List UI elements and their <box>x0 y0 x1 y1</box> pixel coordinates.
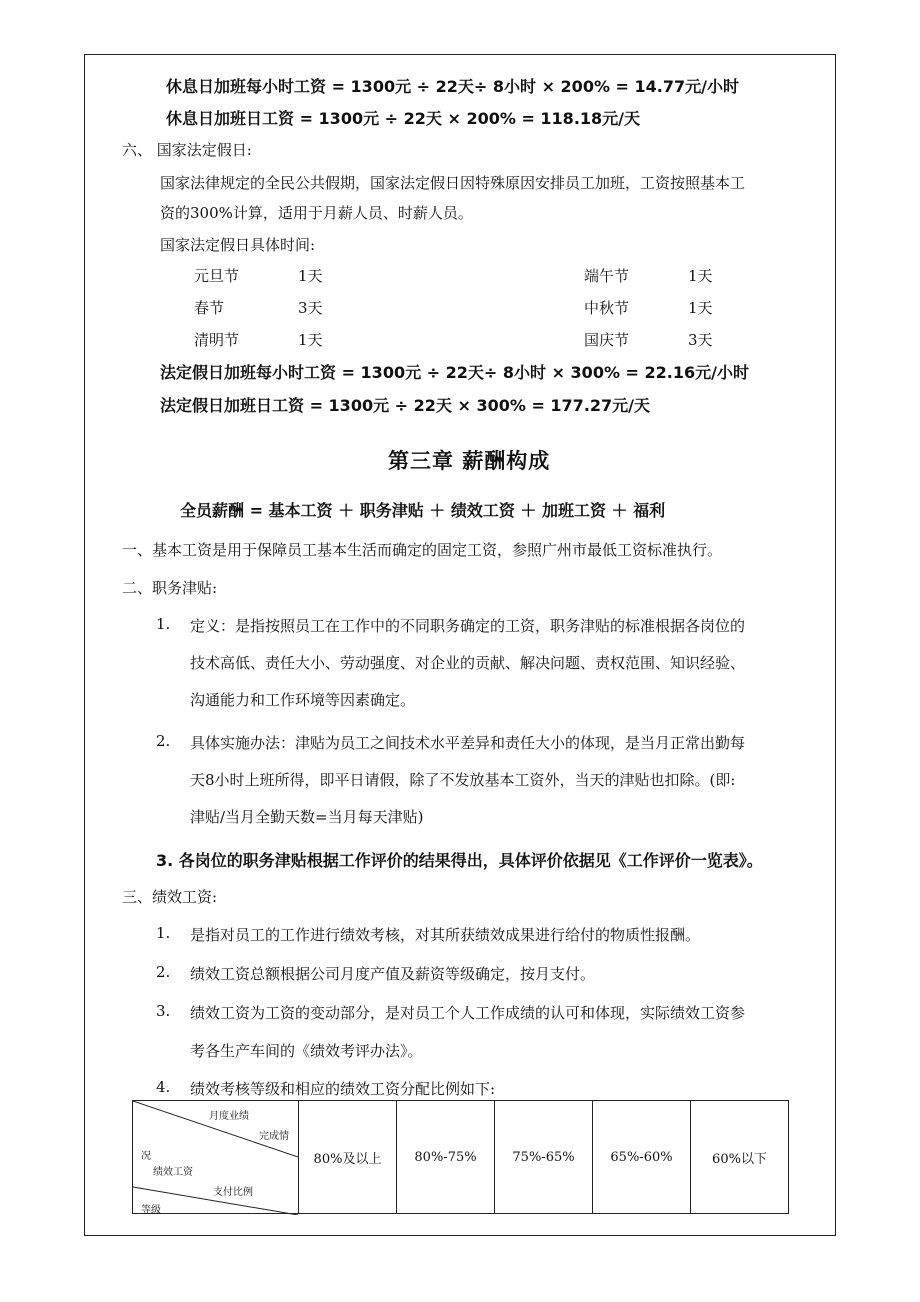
list-number: 1. <box>156 924 171 942</box>
holiday-days: 1天 <box>688 299 713 317</box>
table-row <box>133 1101 789 1214</box>
table-cell: 80%及以上 <box>299 1101 397 1214</box>
holiday-name: 元旦节 <box>194 267 240 285</box>
holiday-days: 3天 <box>298 299 323 317</box>
holidays-heading: 国家法定假日具体时间: <box>160 236 316 254</box>
diagonal-header-cell <box>133 1101 299 1214</box>
holiday-name: 清明节 <box>194 331 240 349</box>
item2-p1-line3: 沟通能力和工作环境等因素确定。 <box>190 691 416 709</box>
diag-label-pay-ratio: 支付比例 <box>213 1187 253 1198</box>
item2-p1-line1: 定义：是指按照员工在工作中的不同职务确定的工资，职务津贴的标准根据各岗位的 <box>190 617 746 635</box>
item3-heading: 三、绩效工资: <box>122 888 218 906</box>
diag-label-grade: 等级 <box>141 1205 161 1216</box>
table-cell: 60%以下 <box>691 1101 789 1214</box>
item1-basic-wage: 一、基本工资是用于保障员工基本生活而确定的固定工资，参照广州市最低工资标准执行。 <box>122 541 723 559</box>
section6-paragraph-line2: 资的300%计算，适用于月薪人员、时薪人员。 <box>160 204 473 222</box>
table-cell: 65%-60% <box>593 1101 691 1214</box>
holiday-days: 1天 <box>298 331 323 349</box>
item3-p1: 是指对员工的工作进行绩效考核，对其所获绩效成果进行给付的物质性报酬。 <box>190 926 701 944</box>
salary-formula: 全员薪酬 = 基本工资 ＋ 职务津贴 ＋ 绩效工资 ＋ 加班工资 ＋ 福利 <box>180 501 666 520</box>
performance-ratio-table <box>132 1100 789 1214</box>
chapter-title: 第三章 薪酬构成 <box>388 449 551 473</box>
section6-heading: 六、 国家法定假日: <box>122 141 252 159</box>
diag-label-perf-wage: 绩效工资 <box>153 1167 193 1178</box>
list-number: 1. <box>156 615 171 633</box>
item2-p1-line2: 技术高低、责任大小、劳动强度、对企业的贡献、解决问题、责权范围、知识经验、 <box>190 654 746 672</box>
item2-p3-bold: 3. 各岗位的职务津贴根据工作评价的结果得出，具体评价依据见《工作评价一览表》。 <box>156 851 763 870</box>
item2-p2-line2: 天8小时上班所得，即平日请假，除了不发放基本工资外，当天的津贴也扣除。(即: <box>190 771 736 789</box>
holiday-days: 1天 <box>688 267 713 285</box>
list-number: 2. <box>156 963 171 981</box>
holiday-days: 1天 <box>298 267 323 285</box>
section6-paragraph-line1: 国家法律规定的全民公共假期，国家法定假日因特殊原因安排员工加班，工资按照基本工 <box>160 174 746 192</box>
item3-p2: 绩效工资总额根据公司月度产值及薪资等级确定，按月支付。 <box>190 965 596 983</box>
diag-label-complete: 完成情 <box>259 1131 289 1142</box>
holiday-daily-formula: 法定假日加班日工资 = 1300元 ÷ 22天 × 300% = 177.27元/天 <box>160 396 651 415</box>
list-number: 2. <box>156 732 171 750</box>
holiday-name: 春节 <box>194 299 225 317</box>
holiday-name: 国庆节 <box>584 331 630 349</box>
table-cell: 75%-65% <box>495 1101 593 1214</box>
rest-day-hourly-formula: 休息日加班每小时工资 = 1300元 ÷ 22天÷ 8小时 × 200% = 14.77元/小时 <box>166 77 739 96</box>
rest-day-daily-formula: 休息日加班日工资 = 1300元 ÷ 22天 × 200% = 118.18元/天 <box>166 109 641 128</box>
list-number: 4. <box>156 1078 171 1096</box>
table-cell: 80%-75% <box>397 1101 495 1214</box>
item2-p2-line1: 具体实施办法：津贴为员工之间技术水平差异和责任大小的体现，是当月正常出勤每 <box>190 734 746 752</box>
item3-p3-line1: 绩效工资为工资的变动部分，是对员工个人工作成绩的认可和体现，实际绩效工资参 <box>190 1004 746 1022</box>
holiday-days: 3天 <box>688 331 713 349</box>
diag-label-monthly: 月度业绩 <box>209 1111 249 1122</box>
item3-p4: 绩效考核等级和相应的绩效工资分配比例如下: <box>190 1080 496 1098</box>
item2-p2-line3: 津贴/当月全勤天数=当月每天津贴) <box>190 808 424 826</box>
diag-label-status: 况 <box>141 1151 151 1162</box>
holiday-name: 中秋节 <box>584 299 630 317</box>
holiday-hourly-formula: 法定假日加班每小时工资 = 1300元 ÷ 22天÷ 8小时 × 300% = 22.16元/小时 <box>160 363 749 382</box>
item3-p3-line2: 考各生产车间的《绩效考评办法》。 <box>190 1042 423 1060</box>
holiday-name: 端午节 <box>584 267 630 285</box>
list-number: 3. <box>156 1002 171 1020</box>
item2-heading: 二、职务津贴: <box>122 579 218 597</box>
